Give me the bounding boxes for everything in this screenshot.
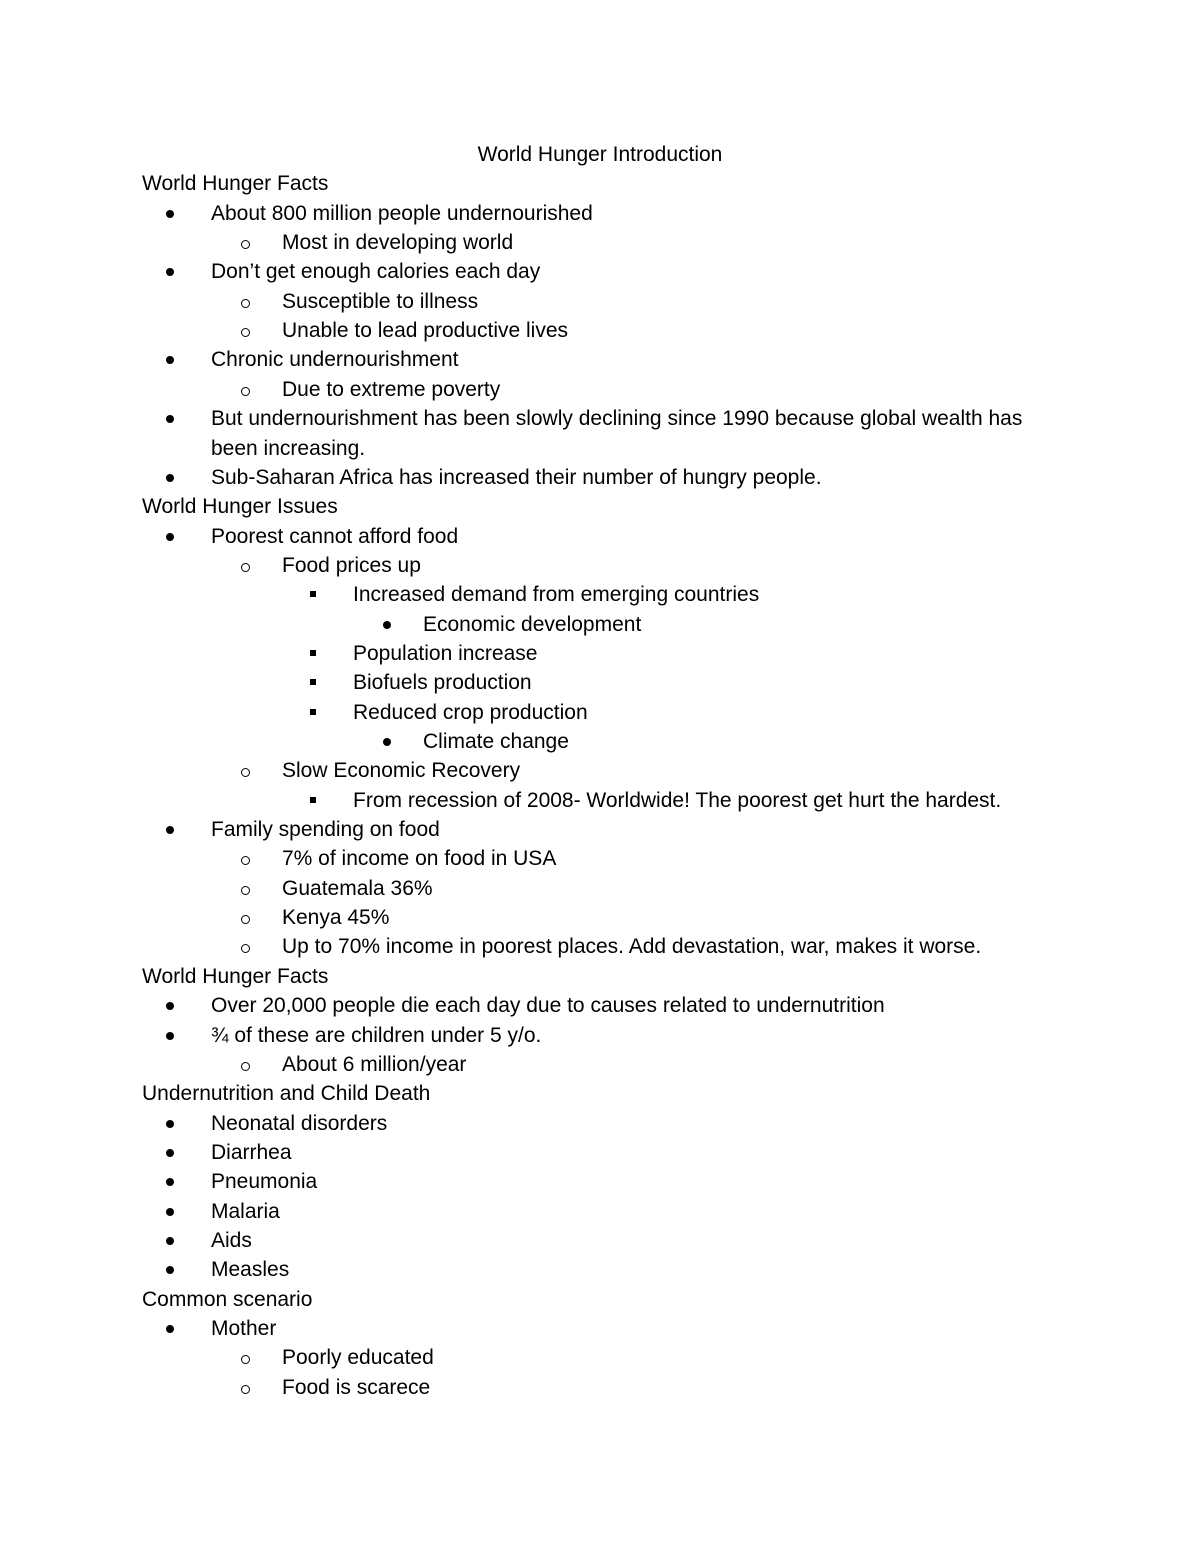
list-item-text: Economic development (423, 613, 642, 636)
list-item-text: been increasing. (211, 437, 366, 460)
list-item-text: Susceptible to illness (282, 290, 479, 313)
list-item-text: Malaria (211, 1200, 280, 1223)
list-item-text: Food prices up (282, 554, 421, 577)
circle-bullet-icon (235, 1053, 255, 1071)
list-item-text: Chronic undernourishment (211, 348, 459, 371)
square-bullet-icon (303, 789, 323, 803)
list-item-text: Up to 70% income in poorest places. Add devastation, war, makes it worse. (282, 935, 982, 958)
list-item-text: But undernourishment has been slowly declining since 1990 because global wealth has (211, 407, 1023, 430)
list-item-text: Over 20,000 people die each day due to causes related to undernutrition (211, 994, 885, 1017)
list-item-text: Don’t get enough calories each day (211, 260, 541, 283)
circle-bullet-icon (235, 554, 255, 572)
document-title: World Hunger Introduction (477, 143, 723, 166)
list-item-text: Measles (211, 1258, 290, 1281)
bullet-icon (377, 730, 397, 746)
bullet-icon (160, 525, 180, 541)
bullet-icon (160, 260, 180, 276)
list-item-text: Due to extreme poverty (282, 378, 501, 401)
square-bullet-icon (303, 671, 323, 685)
list-item-text: Kenya 45% (282, 906, 390, 929)
square-bullet-icon (303, 642, 323, 656)
bullet-icon (160, 202, 180, 218)
list-item-text: Family spending on food (211, 818, 440, 841)
bullet-icon (160, 1141, 180, 1157)
circle-bullet-icon (235, 877, 255, 895)
list-item-text: Most in developing world (282, 231, 514, 254)
list-item-text: About 800 million people undernourished (211, 202, 593, 225)
list-item-text: Population increase (353, 642, 538, 665)
bullet-icon (160, 1258, 180, 1274)
list-item-text: Poorly educated (282, 1346, 434, 1369)
bullet-icon (160, 1170, 180, 1186)
bullet-icon (160, 994, 180, 1010)
bullet-icon (160, 348, 180, 364)
list-item-text: Neonatal disorders (211, 1112, 388, 1135)
bullet-icon (160, 1317, 180, 1333)
list-item-text: Poorest cannot afford food (211, 525, 459, 548)
bullet-icon (160, 1229, 180, 1245)
circle-bullet-icon (235, 1346, 255, 1364)
list-item-text: Diarrhea (211, 1141, 292, 1164)
list-item-text: Unable to lead productive lives (282, 319, 569, 342)
list-item-text: Slow Economic Recovery (282, 759, 521, 782)
bullet-icon (160, 407, 180, 423)
circle-bullet-icon (235, 847, 255, 865)
section-heading: Undernutrition and Child Death (142, 1082, 431, 1105)
list-item-text: Mother (211, 1317, 277, 1340)
list-item-text: ¾ of these are children under 5 y/o. (211, 1024, 542, 1047)
section-heading: World Hunger Facts (142, 172, 329, 195)
list-item-text: Food is scarece (282, 1376, 431, 1399)
bullet-icon (160, 466, 180, 482)
circle-bullet-icon (235, 1376, 255, 1394)
square-bullet-icon (303, 583, 323, 597)
circle-bullet-icon (235, 906, 255, 924)
list-item-text: Increased demand from emerging countries (353, 583, 760, 606)
circle-bullet-icon (235, 759, 255, 777)
list-item-text: About 6 million/year (282, 1053, 467, 1076)
bullet-icon (160, 1112, 180, 1128)
list-item-text: Reduced crop production (353, 701, 588, 724)
section-heading: World Hunger Facts (142, 965, 329, 988)
list-item-text: Climate change (423, 730, 569, 753)
list-item-text: Sub-Saharan Africa has increased their number of hungry people. (211, 466, 822, 489)
bullet-icon (160, 1200, 180, 1216)
circle-bullet-icon (235, 231, 255, 249)
list-item-text: Pneumonia (211, 1170, 318, 1193)
circle-bullet-icon (235, 319, 255, 337)
square-bullet-icon (303, 701, 323, 715)
section-heading: Common scenario (142, 1288, 313, 1311)
bullet-icon (160, 818, 180, 834)
bullet-icon (377, 613, 397, 629)
circle-bullet-icon (235, 290, 255, 308)
list-item-text: Biofuels production (353, 671, 532, 694)
circle-bullet-icon (235, 378, 255, 396)
bullet-icon (160, 1024, 180, 1040)
section-heading: World Hunger Issues (142, 495, 338, 518)
list-item-text: 7% of income on food in USA (282, 847, 557, 870)
list-item-text: From recession of 2008- Worldwide! The poorest get hurt the hardest. (353, 789, 1002, 812)
list-item-text: Aids (211, 1229, 252, 1252)
list-item-text: Guatemala 36% (282, 877, 433, 900)
circle-bullet-icon (235, 935, 255, 953)
